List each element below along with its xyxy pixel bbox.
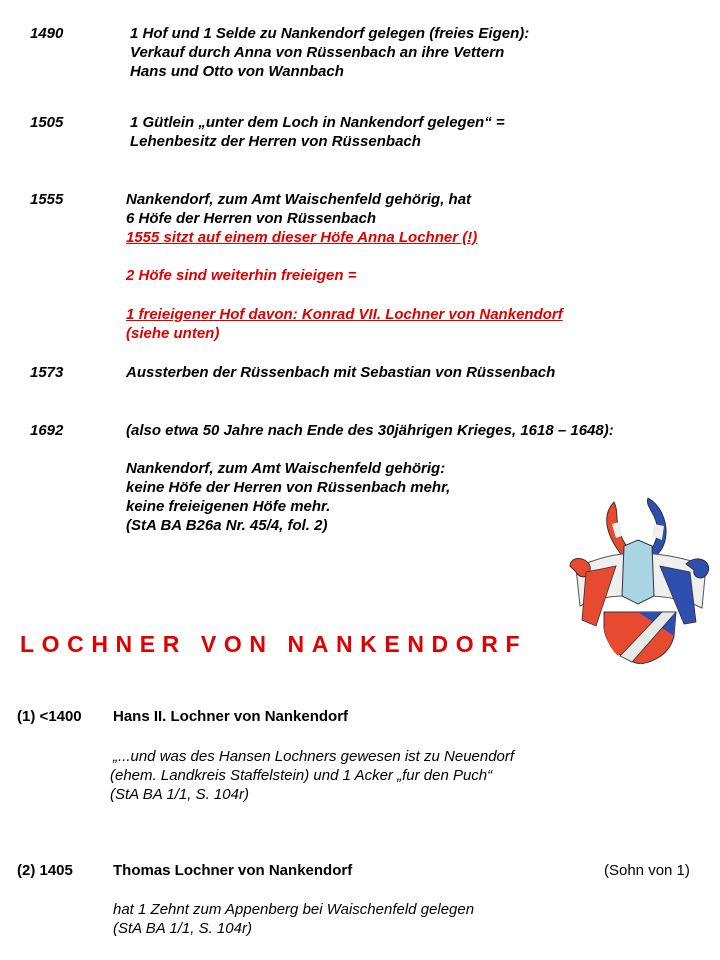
highlight-text: 1555 sitzt auf einem dieser Höfe Anna Lochner (!) [126,229,478,246]
person-text: hat 1 Zehnt zum Appenberg bei Waischenfeld gelegen [113,901,475,918]
year-1692: 1692 [30,422,64,439]
entry-text: 1 Hof und 1 Selde zu Nankendorf gelegen (freies Eigen): [130,25,530,42]
person-text: (ehem. Landkreis Staffelstein) und 1 Acker „fur den Puch“ [110,767,493,784]
entry-text: Hans und Otto von Wannbach [130,63,344,80]
year-1555: 1555 [30,191,64,208]
entry-text: Verkauf durch Anna von Rüssenbach an ihre Vettern [130,44,505,61]
year-1490: 1490 [30,25,64,42]
year-1573: 1573 [30,364,64,381]
entry-text: 6 Höfe der Herren von Rüssenbach [126,210,377,227]
highlight-text: 1 freieigener Hof davon: Konrad VII. Lochner von Nankendorf [126,306,563,323]
entry-text: 1 Gütlein „unter dem Loch in Nankendorf gelegen“ = [130,114,505,131]
entry-text: Nankendorf, zum Amt Waischenfeld gehörig: [126,460,446,477]
entry-text: keine freieigenen Höfe mehr. [126,498,331,515]
person-name: Thomas Lochner von Nankendorf [113,862,353,879]
entry-text: Aussterben der Rüssenbach mit Sebastian von Rüssenbach [126,364,556,381]
person-text: „...und was des Hansen Lochners gewesen ist zu Neuendorf [113,748,515,765]
highlight-text: 2 Höfe sind weiterhin freieigen = [126,267,357,284]
person-text: (StA BA 1/1, S. 104r) [113,920,252,937]
coat-of-arms-image [566,496,712,664]
year-1505: 1505 [30,114,64,131]
highlight-text: (siehe unten) [126,325,220,342]
person-name: Hans II. Lochner von Nankendorf [113,708,349,725]
entry-text: keine Höfe der Herren von Rüssenbach mehr, [126,479,451,496]
section-title: LOCHNER VON NANKENDORF [20,631,528,657]
person-text: (StA BA 1/1, S. 104r) [110,786,249,803]
person-label: (1) <1400 [17,708,82,725]
entry-text: Nankendorf, zum Amt Waischenfeld gehörig, hat [126,191,472,208]
person-note: (Sohn von 1) [604,862,690,879]
entry-text: (also etwa 50 Jahre nach Ende des 30jährigen Krieges, 1618 – 1648): [126,422,614,439]
person-label: (2) 1405 [17,862,73,879]
entry-text: Lehenbesitz der Herren von Rüssenbach [130,133,421,150]
entry-text: (StA BA B26a Nr. 45/4, fol. 2) [126,517,328,534]
